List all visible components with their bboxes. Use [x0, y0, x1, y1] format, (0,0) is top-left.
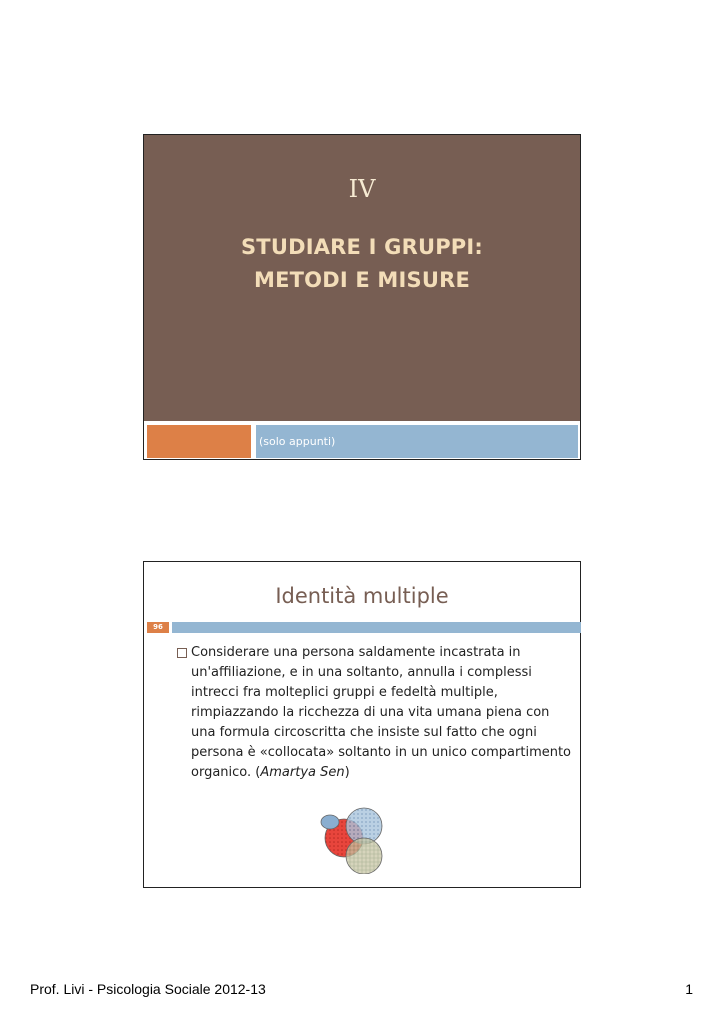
slide-subtitle: (solo appunti)	[259, 435, 336, 448]
slide-1	[143, 134, 581, 460]
slide-title: Identità multiple	[275, 584, 449, 608]
green-circle	[346, 838, 382, 874]
slide-2	[143, 561, 581, 888]
slide-number: 96	[147, 622, 169, 633]
overlapping-circles-icon	[316, 804, 386, 874]
section-numeral: IV	[348, 175, 376, 203]
title-line-2: METODI E MISURE	[253, 268, 471, 292]
footer-page-number: 1	[685, 981, 693, 997]
square-bullet-icon	[177, 648, 187, 658]
title-line-1: STUDIARE I GRUPPI:	[240, 235, 483, 259]
title-rule-bar	[172, 622, 581, 633]
small-blue-circle	[321, 815, 339, 829]
orange-accent-block	[147, 425, 251, 458]
bullet-text	[191, 643, 571, 783]
quote-close: )	[344, 765, 350, 780]
slide-title	[144, 231, 580, 297]
quote-text: Considerare una persona saldamente incastrata in un'affiliazione, e in una soltanto, annulla i complessi intrecci fra molteplici gruppi e fedeltà multiple, rimpiazzando la ricchezza di una vita umana piena con una formula circoscritta che insiste sul fatto che ogni persona è «collocata» soltanto in un unico compartimento organico. (	[191, 645, 572, 780]
footer-course: Prof. Livi - Psicologia Sociale 2012-13	[30, 981, 266, 997]
title-panel	[144, 135, 580, 421]
quote-author: Amartya Sen	[260, 765, 345, 780]
